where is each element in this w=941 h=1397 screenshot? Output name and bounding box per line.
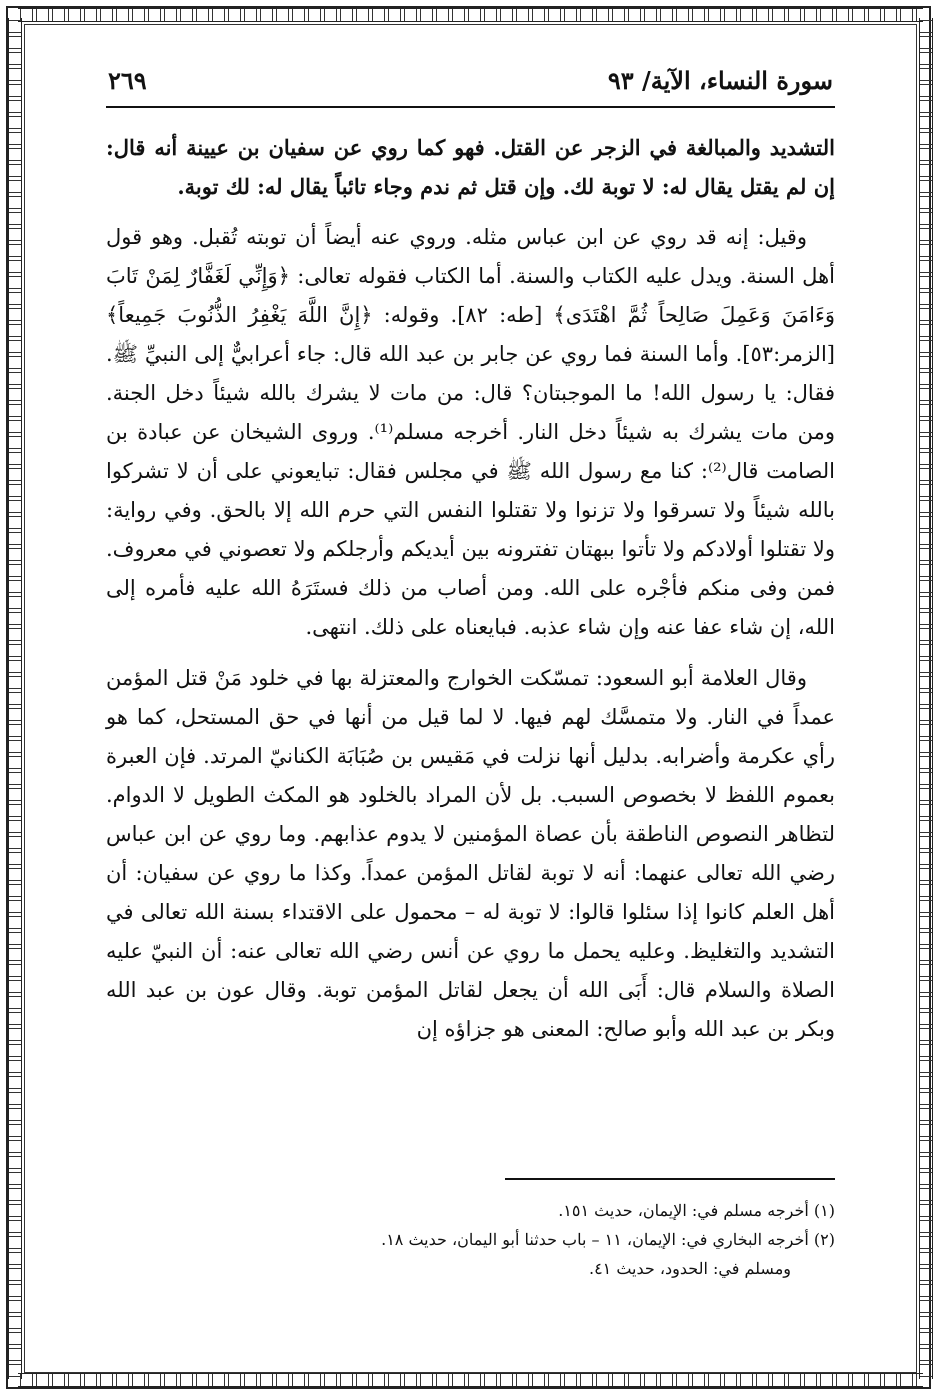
ornamental-border-bottom [18, 1373, 923, 1387]
page-header [108, 62, 833, 102]
paragraph-2: وقيل: إنه قد روي عن ابن عباس مثله. وروي عنه أيضاً أن توبته تُقبل. وهو قول أهل السنة. ويدل عليه الكتاب والسنة. أما الكتاب فقوله تعالى: ﴿وَإِنِّي لَغَفَّارٌ لِمَنْ تَابَ وَءَامَنَ وَعَمِلَ صَالِحاً ثُمَّ اهْتَدَى﴾ [طه: ٨٢]. وقوله: ﴿إِنَّ اللَّهَ يَغْفِرُ الذُّنُوبَ جَمِيعاً﴾ [الزمر:٥٣]. وأما السنة فما روي عن جابر بن عبد الله قال: جاء أعرابيٌّ إلى النبيِّ ﷺ. فقال: يا رسول الله! ما الموجبتان؟ قال: من مات لا يشرك بالله شيئاً دخل الجنة. ومن مات يشرك به شيئاً دخل النار. أخرجه مسلم⁽¹⁾. وروى الشيخان عن عبادة بن الصامت قال⁽²⁾: كنا مع رسول الله ﷺ في مجلس فقال: تبايعوني على أن لا تشركوا بالله شيئاً ولا تسرقوا ولا تزنوا ولا تقتلوا النفس التي حرم الله إلا بالحق. وفي رواية: ولا تقتلوا أولادكم ولا تأتوا ببهتان تفترونه بين أيديكم وأرجلكم ولا تعصوني في معروف. فمن وفى منكم فأجْره على الله. ومن أصاب من ذلك فستَرَهُ الله عليه فأمره إلى الله، إن شاء عفا عنه وإن شاء عذبه. فبايعناه على ذلك. انتهى. [106, 225, 836, 639]
ornamental-border-top [18, 8, 923, 22]
page-number: ٢٦٩ [108, 66, 147, 95]
header-divider [106, 106, 835, 108]
ornamental-border-right [919, 18, 933, 1379]
ornamental-border-left [8, 18, 22, 1379]
paragraph-3: وقال العلامة أبو السعود: تمسّكت الخوارج والمعتزلة بها في خلود مَنْ قتل المؤمن عمداً في النار. ولا متمسَّك لهم فيها. لا لما قيل من أنها في حق المستحل، كما هو رأي عكرمة وأضرابه. بدليل أنها نزلت في مَقيس بن صُبَابَة الكنانيّ المرتد. فإن العبرة بعموم اللفظ لا بخصوص السبب. بل لأن المراد بالخلود هو المكث الطويل لا الدوام. لتظاهر النصوص الناطقة بأن عصاة المؤمنين لا يدوم عذابهم. وما روي عن ابن عباس رضي الله تعالى عنهما: أنه لا توبة لقاتل المؤمن عمداً. وكذا ما روي عن سفيان: أن أهل العلم كانوا إذا سئلوا قالوا: لا توبة له – محمول على الاقتداء بسنة الله تعالى في التشديد والتغليظ. وعليه يحمل ما روي عن أنس رضي الله تعالى عنه: أن النبيّ عليه الصلاة والسلام قال: أَبَى الله أن يجعل لقاتل المؤمن توبة. وقال عون بن عبد الله وبكر بن عبد الله وأبو صالح: المعنى هو جزاؤه إن [106, 666, 835, 1041]
main-text [106, 128, 835, 1061]
footnote-divider [505, 1178, 835, 1180]
paragraph-1: التشديد والمبالغة في الزجر عن القتل. فهو كما روي عن سفيان بن عيينة أنه قال: إن لم يقتل يقال له: لا توبة لك. وإن قتل ثم ندم وجاء تائباً يقال له: لك توبة. [106, 135, 835, 199]
footnote-1: (١) أخرجه مسلم في: الإيمان، حديث ١٥١. [558, 1201, 835, 1220]
running-title: سورة النساء، الآية/ ٩٣ [607, 66, 833, 95]
footnotes [106, 1196, 835, 1283]
footnote-2: (٢) أخرجه البخاري في: الإيمان، ١١ – باب حدثنا أبو اليمان، حديث ١٨. [381, 1230, 835, 1249]
footnote-2-continuation: ومسلم في: الحدود، حديث ٤١. [588, 1259, 791, 1278]
